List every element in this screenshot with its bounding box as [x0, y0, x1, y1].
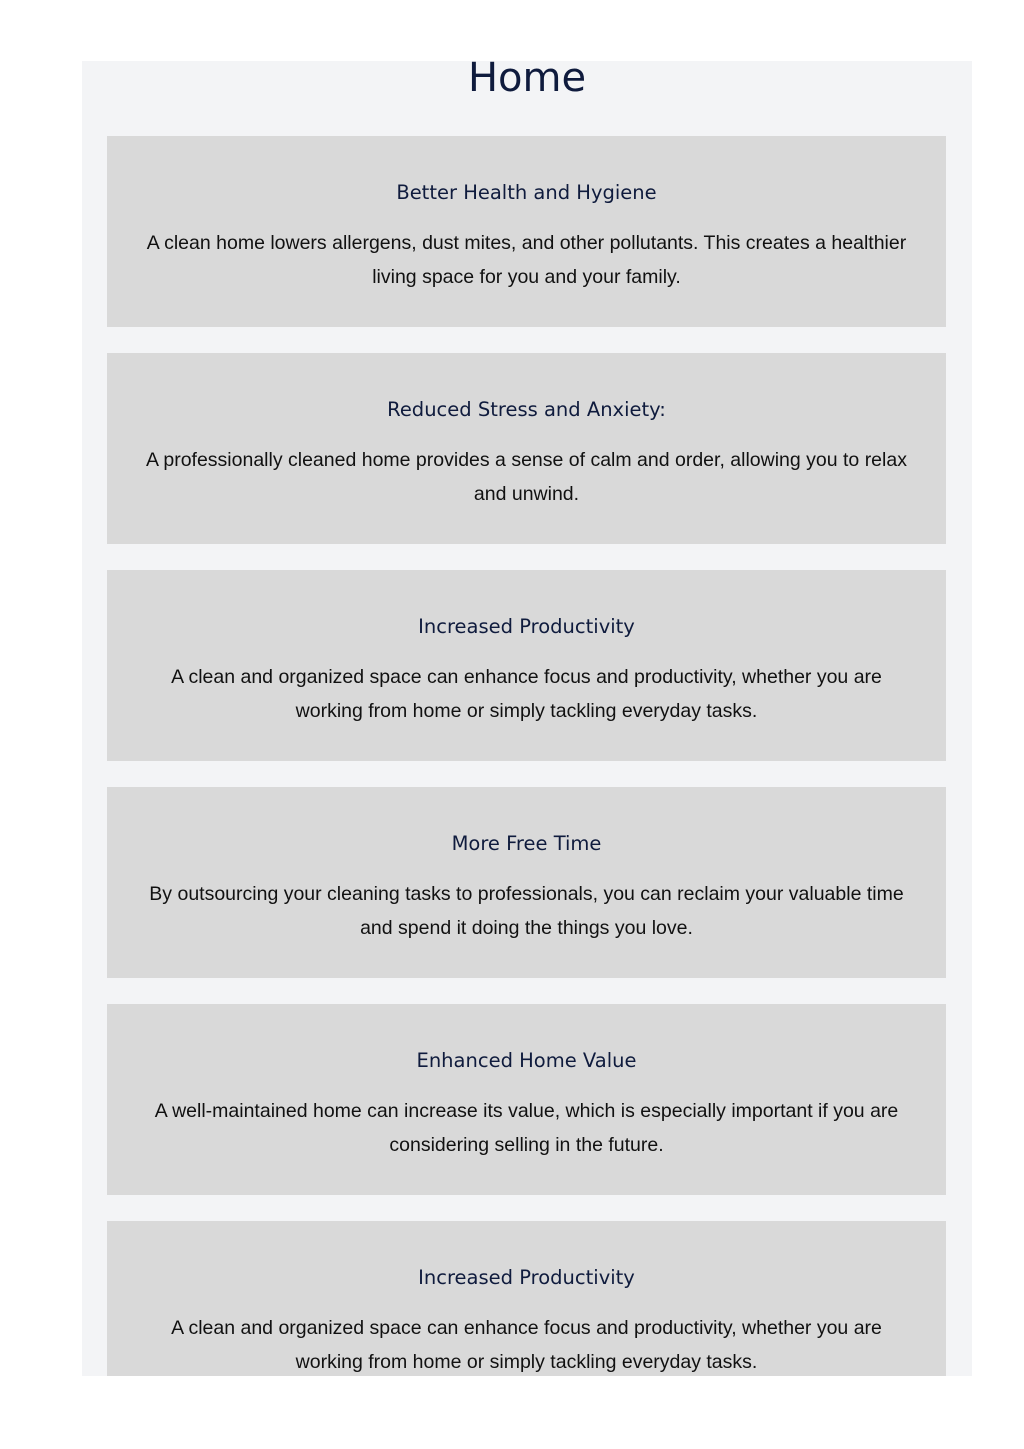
benefit-title: Reduced Stress and Anxiety:: [387, 398, 666, 421]
benefit-description: A clean and organized space can enhance focus and productivity, whether you are working from home or simply tackling everyday tasks.: [171, 666, 882, 722]
benefit-title: More Free Time: [451, 832, 602, 855]
benefit-description: A clean home lowers allergens, dust mites, and other pollutants. This creates a healthier living space for you and your family.: [146, 232, 907, 288]
benefit-description: By outsourcing your cleaning tasks to professionals, you can reclaim your valuable time and spend it doing the things you love.: [149, 883, 904, 939]
benefit-description: A clean and organized space can enhance focus and productivity, whether you are working from home or simply tackling everyday tasks.: [171, 1317, 882, 1373]
page-title: Home: [467, 61, 587, 101]
benefit-card: [107, 1221, 946, 1376]
benefit-title: Enhanced Home Value: [416, 1049, 637, 1072]
benefit-title: Increased Productivity: [418, 615, 635, 638]
benefit-card: [107, 353, 946, 544]
benefit-title: Better Health and Hygiene: [396, 181, 657, 204]
benefits-panel: [82, 61, 972, 1376]
benefit-title: Increased Productivity: [418, 1266, 635, 1289]
benefit-card: [107, 1004, 946, 1195]
benefit-card: [107, 570, 946, 761]
benefit-card: [107, 787, 946, 978]
benefit-description: A professionally cleaned home provides a sense of calm and order, allowing you to relax and unwind.: [146, 449, 907, 505]
benefit-description: A well-maintained home can increase its value, which is especially important if you are considering selling in the future.: [154, 1100, 899, 1156]
benefit-card: [107, 136, 946, 327]
